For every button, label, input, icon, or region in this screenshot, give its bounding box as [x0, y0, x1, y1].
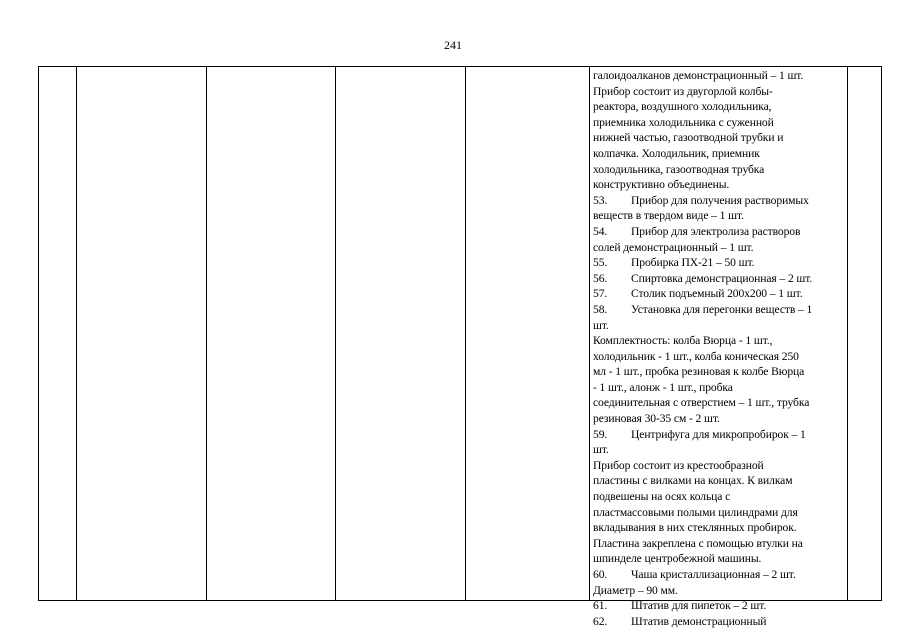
cell-line	[593, 427, 848, 443]
item-number: 59.	[593, 427, 608, 441]
item-number: 57.	[593, 287, 608, 301]
page-number: 241	[444, 38, 462, 52]
cell-line	[593, 411, 848, 427]
item-number: 61.	[593, 599, 608, 613]
cell-line	[593, 224, 848, 240]
line-text: шт.	[593, 318, 609, 332]
cell-line	[593, 380, 848, 396]
cell-line	[593, 271, 848, 287]
cell-line	[593, 364, 848, 380]
cell-line	[593, 130, 848, 146]
line-text: пластины с вилками на концах. К вилкам	[593, 474, 793, 488]
cell-line	[593, 193, 848, 209]
line-text: приемника холодильника с суженной	[593, 115, 774, 129]
item-number: 56.	[593, 271, 608, 285]
cell-line	[593, 489, 848, 505]
line-text: реактора, воздушного холодильника,	[593, 100, 772, 114]
cell-line	[593, 473, 848, 489]
line-text: пластмассовыми полыми цилиндрами для	[593, 505, 798, 519]
line-text: холодильника, газоотводная трубка	[593, 162, 765, 176]
cell-line	[593, 146, 848, 162]
item-number: 55.	[593, 256, 608, 270]
cell-line	[593, 177, 848, 193]
equipment-list-cell	[593, 68, 848, 629]
line-text: резиновая 30-35 см - 2 шт.	[593, 412, 720, 426]
cell-line	[593, 551, 848, 567]
cell-line	[593, 505, 848, 521]
line-text: солей демонстрационный – 1 шт.	[593, 240, 754, 254]
cell-line	[593, 520, 848, 536]
cell-line	[593, 115, 848, 131]
line-text: Штатив для пипеток – 2 шт.	[631, 599, 767, 613]
cell-line	[593, 536, 848, 552]
line-text: Пробирка ПХ-21 – 50 шт.	[631, 256, 755, 270]
item-number: 54.	[593, 224, 608, 238]
line-text: Прибор для получения растворимых	[631, 193, 809, 207]
line-text: шт.	[593, 443, 609, 457]
line-text: Столик подъемный 200х200 – 1 шт.	[631, 287, 803, 301]
cell-line	[593, 598, 848, 614]
item-number: 62.	[593, 614, 608, 628]
table-column-divider	[465, 67, 466, 600]
cell-line	[593, 68, 848, 84]
line-text: - 1 шт., алонж - 1 шт., пробка	[593, 380, 733, 394]
line-text: Центрифуга для микропробирок – 1	[631, 427, 806, 441]
line-text: Прибор состоит из двугорлой колбы-	[593, 84, 773, 98]
cell-line	[593, 286, 848, 302]
table-column-divider	[76, 67, 77, 600]
line-text: Спиртовка демонстрационная – 2 шт.	[631, 271, 813, 285]
line-text: вкладывания в них стеклянных пробирок.	[593, 521, 797, 535]
cell-line	[593, 333, 848, 349]
line-text: Пластина закреплена с помощью втулки на	[593, 536, 803, 550]
table-column-divider	[206, 67, 207, 600]
line-text: подвешены на осях кольца с	[593, 490, 731, 504]
cell-line	[593, 99, 848, 115]
cell-line	[593, 240, 848, 256]
line-text: Установка для перегонки веществ – 1	[631, 302, 813, 316]
line-text: шпинделе центробежной машины.	[593, 552, 762, 566]
line-text: соединительная с отверстием – 1 шт., трубка	[593, 396, 810, 410]
cell-line	[593, 583, 848, 599]
line-text: Прибор для электролиза растворов	[631, 224, 801, 238]
cell-line	[593, 614, 848, 630]
cell-line	[593, 567, 848, 583]
cell-line	[593, 349, 848, 365]
line-text: Диаметр – 90 мм.	[593, 583, 678, 597]
document-table	[38, 66, 882, 628]
cell-line	[593, 302, 848, 318]
line-text: конструктивно объединены.	[593, 178, 730, 192]
line-text: холодильник - 1 шт., колба коническая 250	[593, 349, 799, 363]
line-text: мл - 1 шт., пробка резиновая к колбе Вюрца	[593, 365, 805, 379]
line-text: галоидоалканов демонстрационный – 1 шт.	[593, 69, 804, 82]
item-number: 60.	[593, 568, 608, 581]
cell-line	[593, 442, 848, 458]
line-text: веществ в твердом виде – 1 шт.	[593, 209, 744, 223]
line-text: Чаша кристаллизационная – 2 шт.	[631, 568, 796, 581]
line-text: Комплектность: колба Вюрца - 1 шт.,	[593, 334, 773, 348]
item-number: 53.	[593, 193, 608, 207]
table-column-divider	[335, 67, 336, 600]
line-text: Штатив демонстрационный	[631, 614, 767, 628]
cell-line	[593, 255, 848, 271]
line-text: нижней частью, газоотводной трубки и	[593, 131, 784, 145]
cell-line	[593, 84, 848, 100]
cell-line	[593, 318, 848, 334]
cell-line	[593, 208, 848, 224]
line-text: колпачка. Холодильник, приемник	[593, 146, 760, 160]
cell-line	[593, 395, 848, 411]
item-number: 58.	[593, 302, 608, 316]
table-column-divider	[589, 67, 590, 600]
cell-line	[593, 458, 848, 474]
cell-line	[593, 162, 848, 178]
line-text: Прибор состоит из крестообразной	[593, 458, 764, 472]
